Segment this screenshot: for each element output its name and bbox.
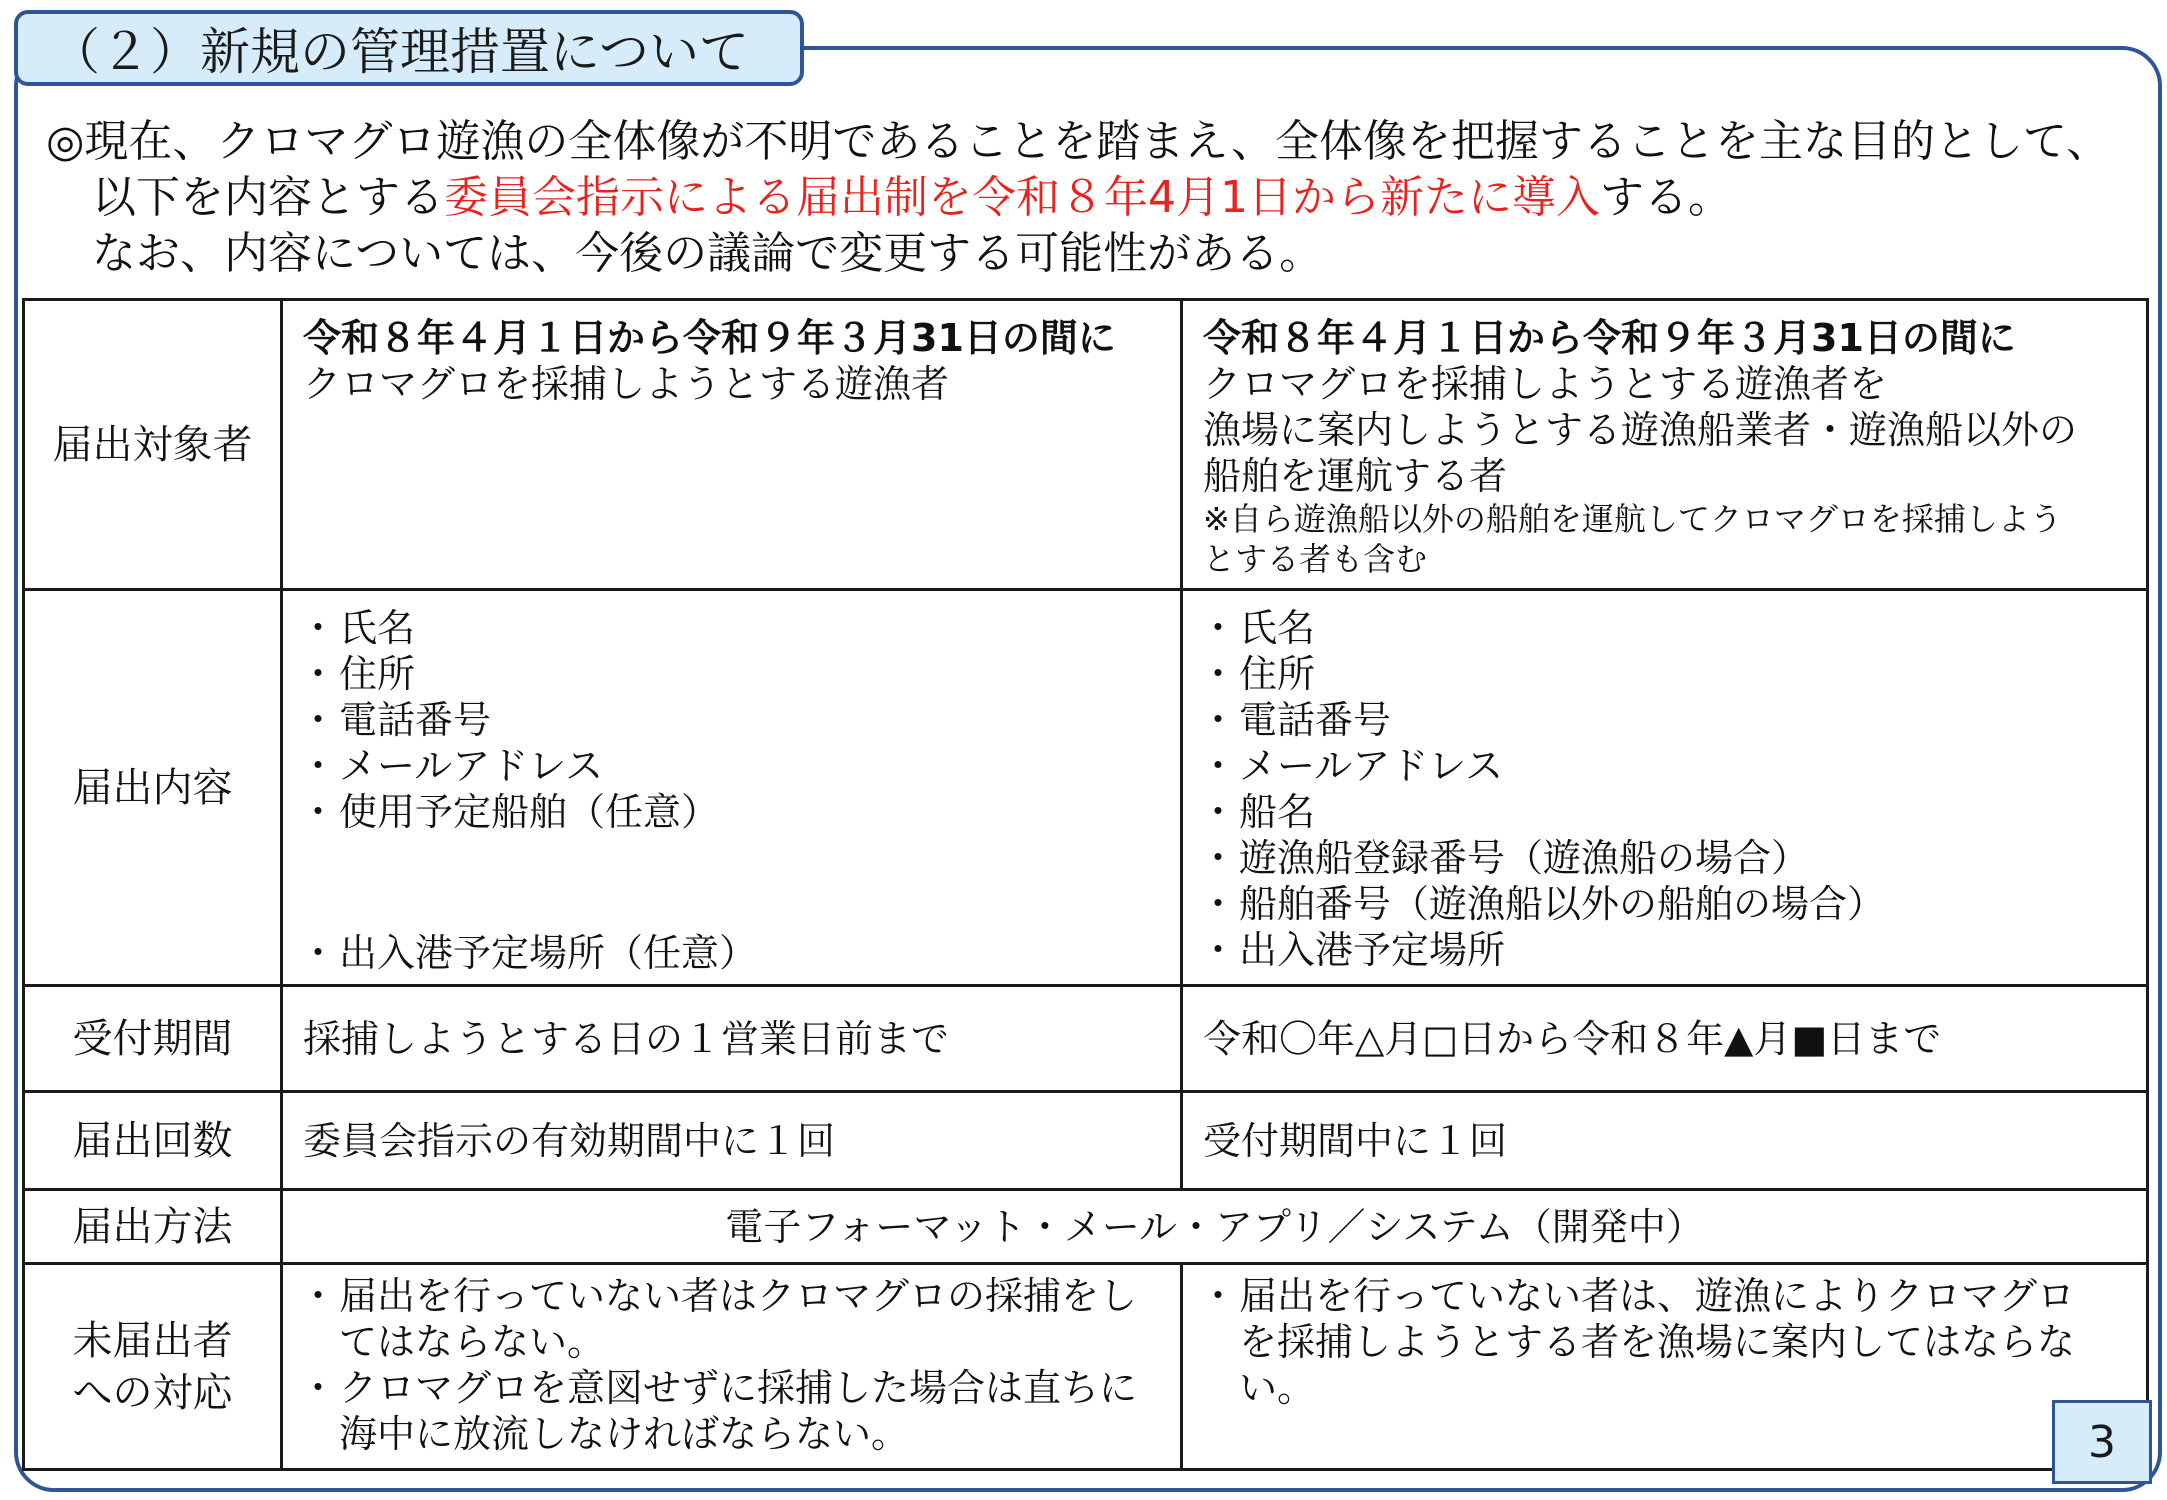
list-item: ・ 遊漁船登録番号（遊漁船の場合）	[1203, 835, 2126, 881]
method-value: 電子フォーマット・メール・アプリ／システム（開発中）	[282, 1190, 2148, 1264]
content-col1-list-last	[303, 930, 1160, 976]
list-item: ・ 使用予定船舶（任意）	[303, 789, 1160, 835]
nonfiler-col2	[1182, 1264, 2148, 1470]
list-item: ・ 電話番号	[1203, 697, 2126, 743]
label-content: 届出内容	[24, 590, 282, 986]
table-row-target	[24, 300, 2148, 590]
list-item	[1203, 1273, 2126, 1411]
nonfiler-col2-item1-line1: ・ 届出を行っていない者は、遊漁によりクロマグロ	[1239, 1274, 2076, 1318]
list-item: ・ 船名	[1203, 789, 2126, 835]
label-method: 届出方法	[24, 1190, 282, 1264]
target-col1-line1: 令和８年４月１日から令和９年３月31日の間に	[303, 316, 1116, 360]
target-col2	[1182, 300, 2148, 590]
target-col2-line2: クロマグロを採捕しようとする遊漁者を	[1203, 362, 1888, 406]
target-col2-line3: 漁場に案内しようとする遊漁船業者・遊漁船以外の	[1203, 408, 2078, 452]
period-col1: 採捕しようとする日の１営業日前まで	[282, 986, 1182, 1092]
intro-text	[46, 114, 2146, 282]
intro-highlight: 委員会指示による届出制を令和８年4月1日から新たに導入	[444, 172, 1600, 223]
label-nonfiler-line1: 未届出者	[72, 1317, 233, 1364]
table-row-method	[24, 1190, 2148, 1264]
list-item: ・ 出入港予定場所（任意）	[303, 930, 1160, 976]
target-col1	[282, 300, 1182, 590]
intro-line-1: ◎現在、クロマグロ遊漁の全体像が不明であることを踏まえ、全体像を把握することを主な目的として、	[46, 116, 2111, 167]
intro-line-2	[46, 170, 2146, 226]
list-item	[303, 1273, 1160, 1365]
table-row-content	[24, 590, 2148, 986]
list-item: ・ 船舶番号（遊漁船以外の船舶の場合）	[1203, 881, 2126, 927]
target-col1-line2: クロマグロを採捕しようとする遊漁者	[303, 362, 950, 406]
content-col1	[282, 590, 1182, 986]
label-count: 届出回数	[24, 1092, 282, 1190]
target-col2-note2: とする者も含む	[1203, 540, 1428, 578]
intro-line-3: なお、内容については、今後の議論で変更する可能性がある。	[92, 228, 1324, 279]
content-col2	[1182, 590, 2148, 986]
target-col2-note1: ※自ら遊漁船以外の船舶を運航してクロマグロを採捕しよう	[1203, 500, 2062, 538]
label-nonfiler	[24, 1264, 282, 1470]
nonfiler-col2-list	[1203, 1273, 2126, 1411]
list-item: ・ 電話番号	[303, 697, 1160, 743]
table-row-period	[24, 986, 2148, 1092]
content-col2-list	[1203, 605, 2126, 973]
nonfiler-col1-item1-line2: てはならない。	[339, 1320, 606, 1364]
nonfiler-col1-list	[303, 1273, 1160, 1457]
intro-line-2-suffix: する。	[1600, 172, 1732, 223]
nonfiler-col1-item2-line1: ・ クロマグロを意図せずに採捕した場合は直ちに	[339, 1366, 1138, 1410]
target-col2-line1: 令和８年４月１日から令和９年３月31日の間に	[1203, 316, 2016, 360]
label-nonfiler-line2: への対応	[72, 1369, 233, 1416]
content-col1-gap	[303, 835, 1160, 930]
intro-line-2-prefix: 以下を内容とする	[92, 172, 444, 223]
list-item: ・ 住所	[1203, 651, 2126, 697]
table-row-nonfiler	[24, 1264, 2148, 1470]
nonfiler-col1	[282, 1264, 1182, 1470]
slide-title: （２）新規の管理措置について	[14, 10, 804, 86]
list-item: ・ メールアドレス	[1203, 743, 2126, 789]
label-target: 届出対象者	[24, 300, 282, 590]
list-item: ・ メールアドレス	[303, 743, 1160, 789]
list-item: ・ 住所	[303, 651, 1160, 697]
nonfiler-col2-item1-line2: を採捕しようとする者を漁場に案内してはならな	[1239, 1320, 2076, 1364]
target-col2-line4: 船舶を運航する者	[1203, 454, 1508, 498]
list-item	[303, 1365, 1160, 1457]
list-item: ・ 氏名	[303, 605, 1160, 651]
list-item: ・ 氏名	[1203, 605, 2126, 651]
nonfiler-col1-item2-line2: 海中に放流しなければならない。	[339, 1412, 910, 1456]
count-col1: 委員会指示の有効期間中に１回	[282, 1092, 1182, 1190]
page-number: 3	[2052, 1400, 2152, 1484]
table-row-count	[24, 1092, 2148, 1190]
nonfiler-col1-item1-line1: ・ 届出を行っていない者はクロマグロの採捕をし	[339, 1274, 1138, 1318]
nonfiler-col2-item1-line3: い。	[1239, 1366, 1316, 1410]
count-col2: 受付期間中に１回	[1182, 1092, 2148, 1190]
list-item: ・ 出入港予定場所	[1203, 927, 2126, 973]
period-col2: 令和〇年△月□日から令和８年▲月■日まで	[1182, 986, 2148, 1092]
content-col1-list	[303, 605, 1160, 835]
regulation-table	[22, 298, 2149, 1471]
label-period: 受付期間	[24, 986, 282, 1092]
